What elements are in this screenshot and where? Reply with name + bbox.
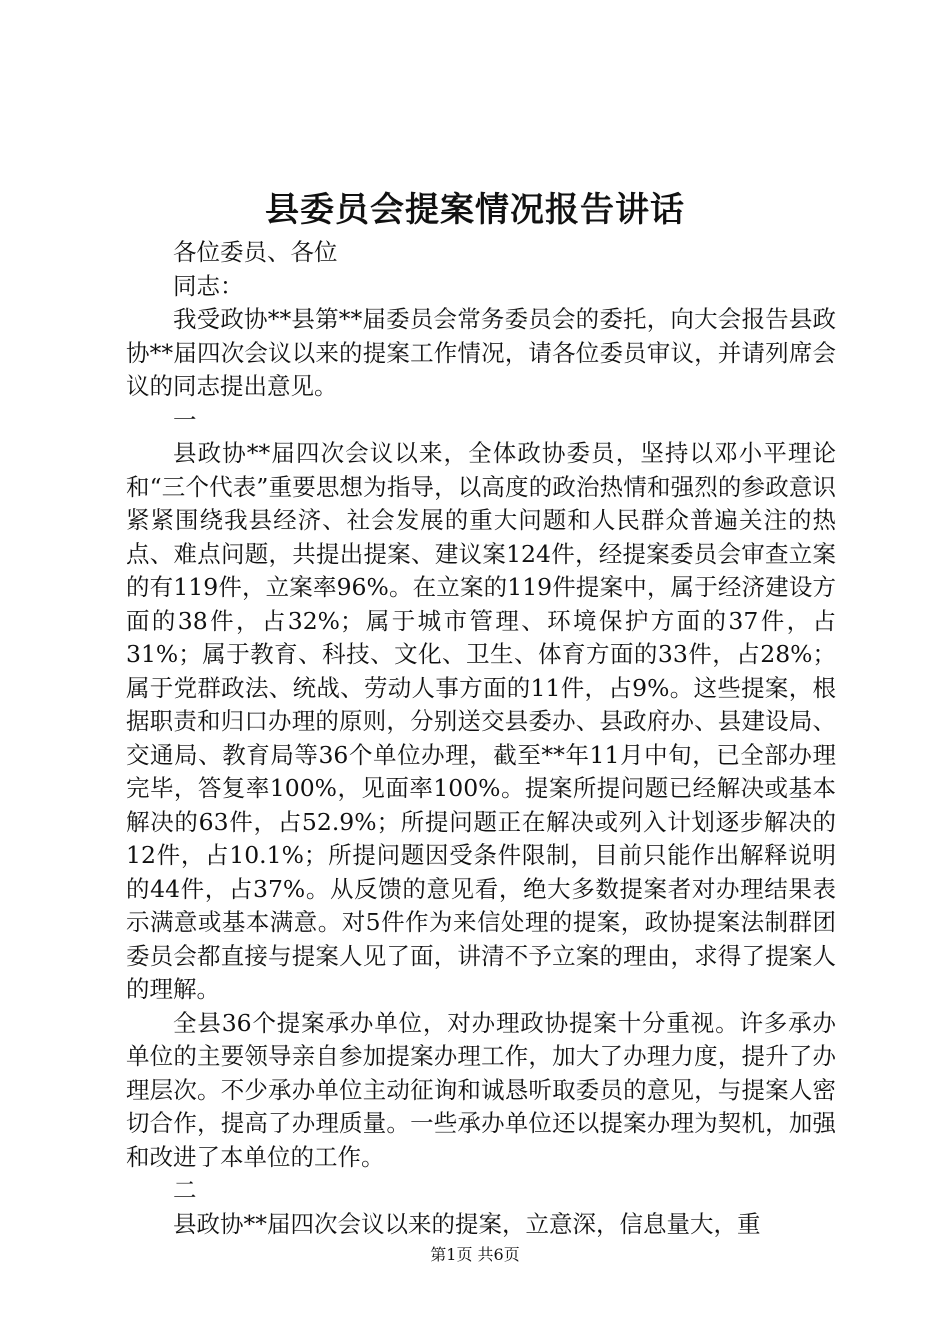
statistics-paragraph: 县政协**届四次会议以来，全体政协委员，坚持以邓小平理论和“三个代表”重要思想为指导，以高度的政治热情和强烈的参政意识紧紧围绕我县经济、社会发展的重大问题和人民群众普遍关注的热点、难点问题，共提出提案、建议案124件，经提案委员会审查立案的有119件，立案率96%。在立案的119件提案中，属于经济建设方面的38件，占32%；属于城市管理、环境保护方面的37件，占31%；属于教育、科技、文化、卫生、体育方面的33件，占28%；属于党群政法、统战、劳动人事方面的11件，占9%。这些提案，根据职责和归口办理的原则，分别送交县委办、县政府办、县建设局、交通局、教育局等36个单位办理，截至**年11月中旬，已全部办理完毕，答复率100%，见面率100%。提案所提问题已经解决或基本解决的63件，占52.9%；所提问题正在解决或列入计划逐步解决的12件，占10.1%；所提问题因受条件限制，目前只能作出解释说明的44件，占37%。从反馈的意见看，绝大多数提案者对办理结果表示满意或基本满意。对5件作为来信处理的提案，政协提案法制群团委员会都直接与提案人见了面，讲清不予立案的理由，求得了提案人的理解。 [126, 439, 836, 1003]
section-heading-1: 一 [173, 405, 197, 434]
intro-paragraph: 我受政协**县第**届委员会常务委员会的委托，向大会报告县政协**届四次会议以来的提案工作情况，请各位委员审议，并请列席会议的同志提出意见。 [126, 305, 836, 400]
section-heading-2: 二 [173, 1176, 197, 1204]
page-number-footer: 第1页 共6页 [430, 1245, 520, 1264]
salutation-line-2: 同志： [173, 271, 244, 300]
units-paragraph: 全县36个提案承办单位，对办理政协提案十分重视。许多承办单位的主要领导亲自参加提案办理工作，加大了办理力度，提升了办理层次。不少承办单位主动征询和诚恳听取委员的意见，与提案人密切合作，提高了办理质量。一些承办单位还以提案办理为契机，加强和改进了本单位的工作。 [126, 1008, 836, 1171]
continuation-paragraph: 县政协**届四次会议以来的提案，立意深，信息量大，重 [173, 1209, 761, 1238]
document-title: 县委员会提案情况报告讲话 [265, 190, 685, 230]
document-body [126, 236, 836, 1241]
salutation-line-1: 各位委员、各位 [173, 238, 338, 266]
